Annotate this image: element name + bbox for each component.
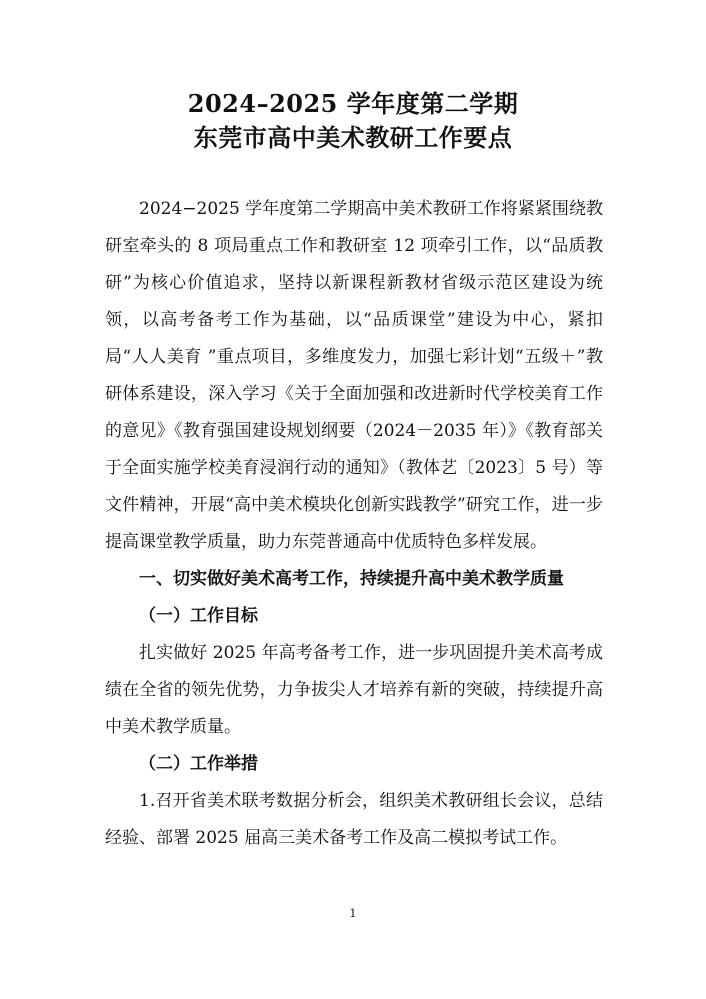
document-title-line-1: 2024–2025 学年度第二学期: [187, 89, 519, 118]
subsection-1-paragraph: 扎实做好 2025 年高考备考工作，进一步巩固提升美术高考成绩在全省的领先优势，力争拔尖人才培养有新的突破，持续提升高中美术教学质量。: [105, 643, 603, 737]
page-number: 1: [349, 907, 357, 920]
document-body: [105, 191, 603, 857]
document-title-line-2: 东莞市高中美术教研工作要点: [193, 123, 513, 152]
subsection-1-heading: （一）工作目标: [139, 606, 258, 626]
intro-paragraph: 2024−2025 学年度第二学期高中美术教研工作将紧紧围绕教研室牵头的 8 项局重点工作和教研室 12 项牵引工作，以“品质教研”为核心价值追求，坚持以新课程新教材省级示范区建设为统领，以高考备考工作为基础，以“品质课堂”建设为中心，紧扣局“人人美育 ”重点项目，多维度发力，加强七彩计划“五级＋”教研体系建设，深入学习《关于全面加强和改进新时代学校美育工作的意见》《教育强国建设规划纲要（2024－2035 年）》《教育部关于全面实施学校美育浸润行动的通知》（教体艺〔2023〕5 号）等文件精神，开展“高中美术模块化创新实践教学”研究工作，进一步提高课堂教学质量，助力东莞普通高中优质特色多样发展。: [105, 199, 603, 552]
section-1-heading: 一、切实做好美术高考工作，持续提升高中美术教学质量: [139, 569, 564, 589]
subsection-2-heading: （二）工作举措: [139, 754, 258, 774]
subsection-2-item-1: 1.召开省美术联考数据分析会，组织美术教研组长会议，总结经验、部署 2025 届高三美术备考工作及高二模拟考试工作。: [105, 791, 603, 848]
